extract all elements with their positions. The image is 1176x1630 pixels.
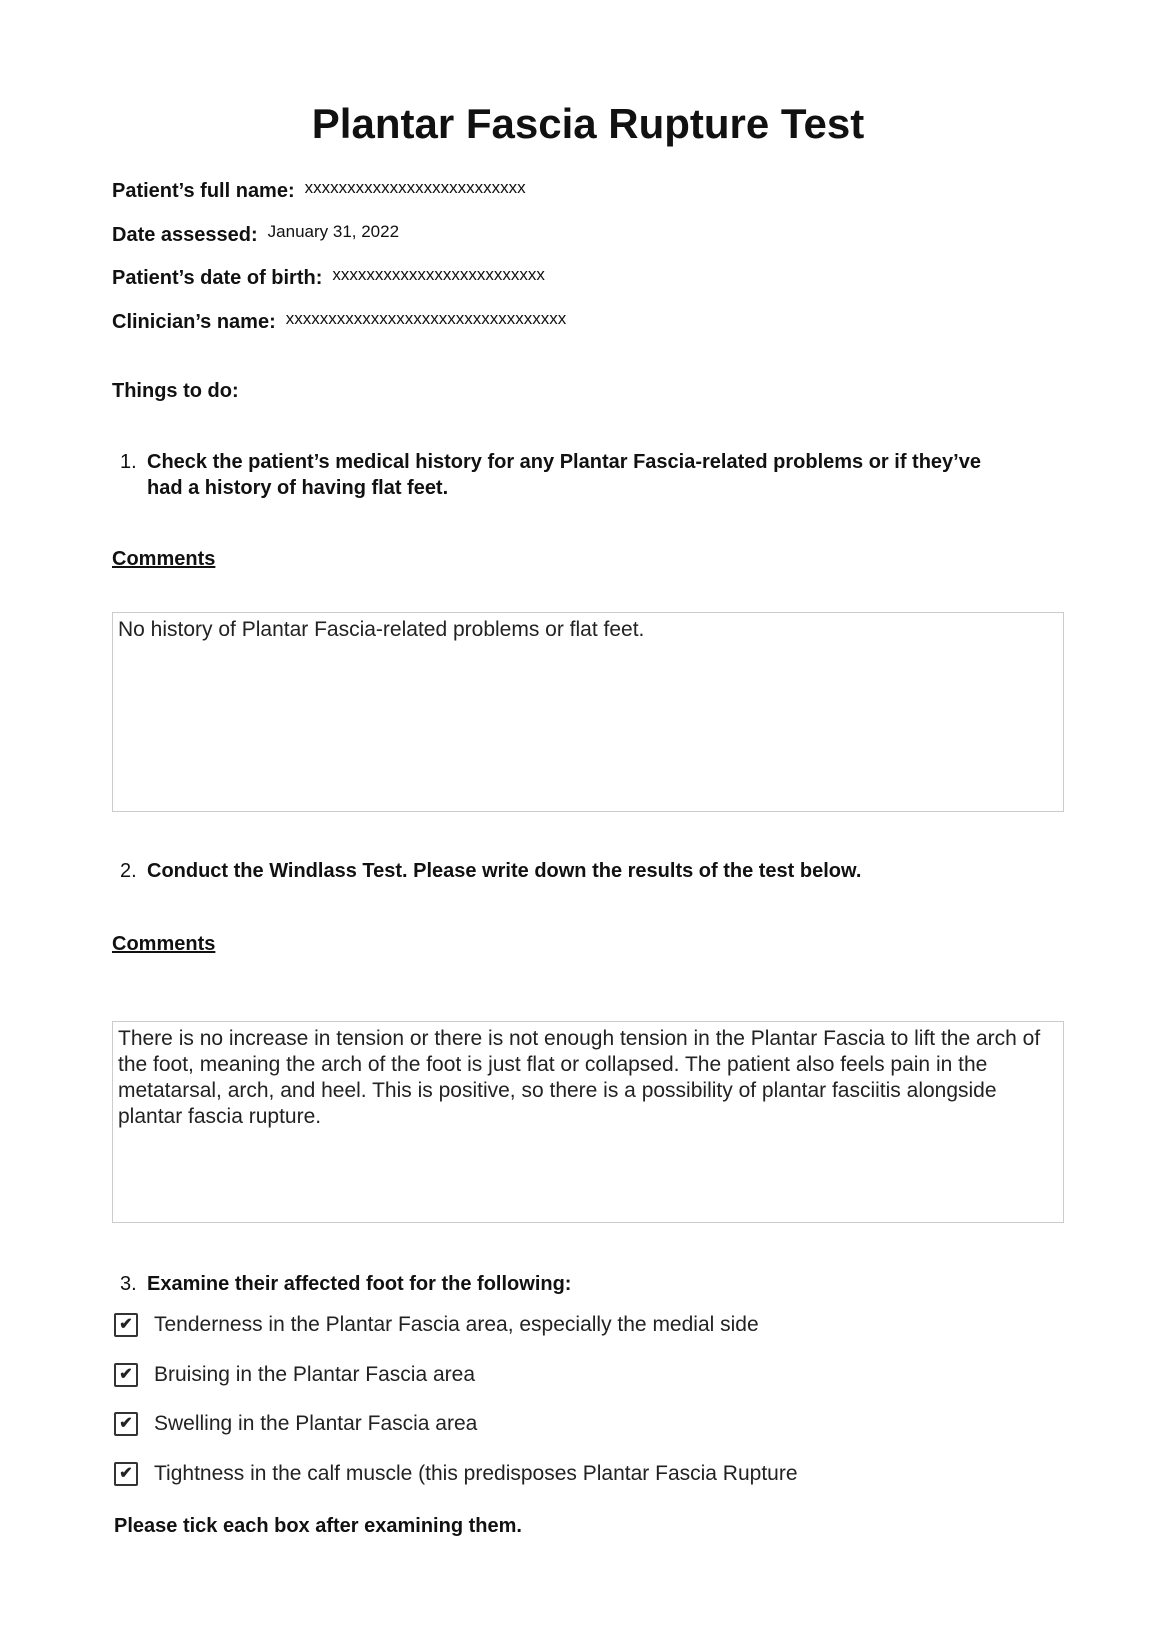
checkbox-checked-icon[interactable]: ✔ — [114, 1462, 138, 1486]
checklist-item[interactable] — [114, 1313, 759, 1337]
date-assessed-field — [112, 224, 399, 247]
step-3 — [120, 1271, 1020, 1297]
field-value: xxxxxxxxxxxxxxxxxxxxxxxxxxxxxxxxx — [285, 309, 567, 328]
comment-box-1[interactable]: No history of Plantar Fascia-related problems or flat feet. — [112, 612, 1064, 812]
step-number: 1. — [120, 451, 137, 473]
comments-label-1: Comments — [112, 548, 216, 570]
checkbox-checked-icon[interactable]: ✔ — [114, 1412, 138, 1436]
checkbox-checked-icon[interactable]: ✔ — [114, 1363, 138, 1387]
step-text: Examine their affected foot for the following: — [147, 1273, 572, 1295]
step-number: 3. — [120, 1273, 137, 1295]
field-value: xxxxxxxxxxxxxxxxxxxxxxxxx — [332, 265, 545, 284]
checklist-item[interactable] — [114, 1462, 798, 1486]
field-value: xxxxxxxxxxxxxxxxxxxxxxxxxx — [304, 178, 526, 197]
clinician-name-field — [112, 311, 566, 334]
step-1 — [120, 449, 1020, 501]
things-to-do-heading: Things to do: — [112, 380, 239, 402]
step-number: 2. — [120, 860, 137, 882]
field-value: January 31, 2022 — [267, 222, 400, 241]
footer-note: Please tick each box after examining them. — [114, 1515, 522, 1537]
checklist-label: Swelling in the Plantar Fascia area — [154, 1412, 478, 1435]
checklist-label: Bruising in the Plantar Fascia area — [154, 1363, 475, 1386]
field-label: Clinician’s name: — [112, 311, 276, 333]
field-label: Patient’s date of birth: — [112, 267, 323, 289]
step-text: Conduct the Windlass Test. Please write down the results of the test below. — [147, 860, 862, 882]
date-of-birth-field — [112, 267, 545, 290]
checklist-label: Tightness in the calf muscle (this predisposes Plantar Fascia Rupture — [154, 1462, 798, 1485]
page-title: Plantar Fascia Rupture Test — [311, 100, 865, 147]
checkbox-checked-icon[interactable]: ✔ — [114, 1313, 138, 1337]
checklist-item[interactable] — [114, 1412, 477, 1436]
comment-box-2[interactable]: There is no increase in tension or there is not enough tension in the Plantar Fascia to lift the arch of the foot, meaning the arch of the foot is just flat or collapsed. The patient also feels pain in the metatarsal, arch, and heel. This is positive, so there is a possibility of plantar fasciitis alongside plantar fascia rupture. — [112, 1021, 1064, 1223]
checklist-label: Tenderness in the Plantar Fascia area, especially the medial side — [154, 1313, 759, 1336]
field-label: Date assessed: — [112, 224, 258, 246]
comments-label-2: Comments — [112, 933, 216, 955]
patient-name-field — [112, 180, 526, 203]
step-text: Check the patient’s medical history for any Plantar Fascia-related problems or if they’ve had a history of having flat feet. — [147, 451, 981, 499]
step-2 — [120, 858, 1020, 884]
checklist-item[interactable] — [114, 1363, 475, 1387]
field-label: Patient’s full name: — [112, 180, 295, 202]
